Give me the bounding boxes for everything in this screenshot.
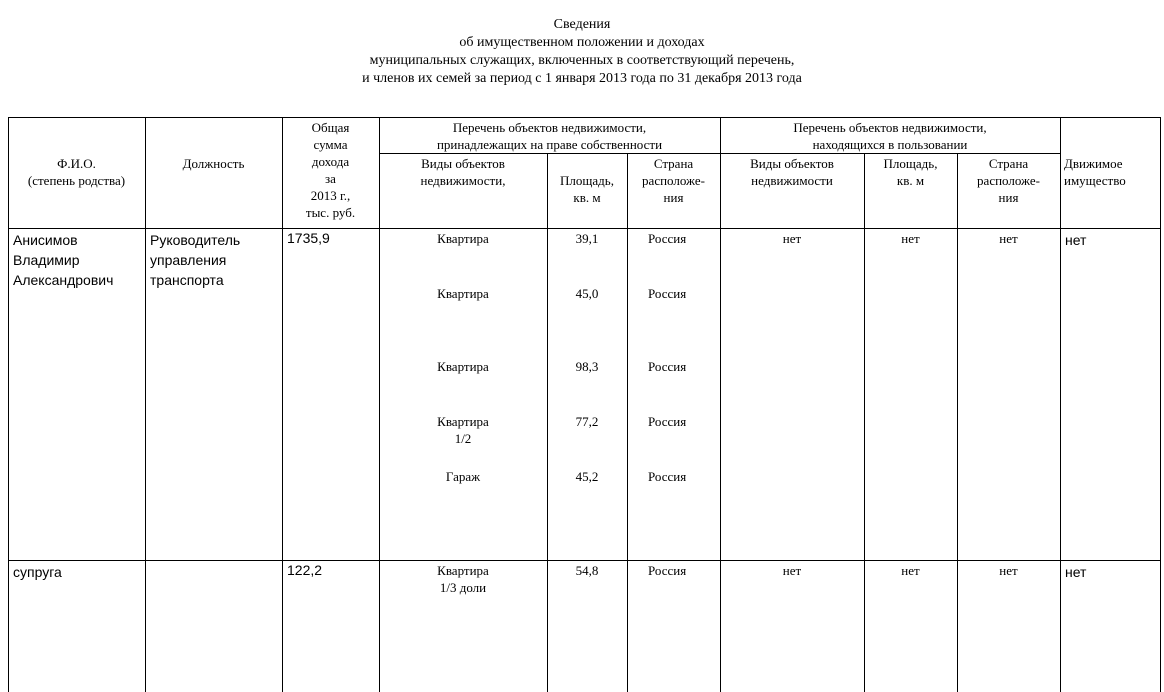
header-used-area	[864, 155, 957, 189]
header-owned-group	[379, 119, 720, 153]
header-property-type	[379, 155, 547, 189]
header-subdivider-used	[720, 153, 1060, 154]
header-used-country	[957, 155, 1060, 206]
header-income-line-2: сумма	[313, 137, 348, 152]
header-income-line-6: тыс. руб.	[305, 205, 356, 220]
person1-property-2-type: Квартира	[437, 286, 489, 301]
header-movable-line-2: имущество	[1064, 173, 1126, 188]
header-property-country	[627, 155, 720, 206]
col-divider-fio	[145, 117, 146, 692]
person1-name-line-3: Александрович	[13, 272, 114, 288]
person1-property-4-type-line-1: Квартира	[437, 414, 489, 429]
person2-used-area: нет	[901, 563, 920, 578]
header-used-type-line-2: недвижимости	[751, 173, 833, 188]
header-owned-line-2: принадлежащих на праве собственности	[436, 137, 663, 152]
col-divider-area	[627, 153, 628, 692]
header-area-line-2: кв. м	[573, 190, 601, 205]
header-country-line-2: расположе-	[642, 173, 705, 188]
header-country-line-3: ния	[663, 190, 684, 205]
header-used-area-line-1: Площадь,	[883, 156, 938, 171]
person1-property-5-area: 45,2	[575, 469, 599, 484]
col-divider-used-group	[1060, 117, 1061, 692]
person1-used-type: нет	[782, 231, 802, 246]
person1-used-country: нет	[999, 231, 1018, 246]
person1-income: 1735,9	[287, 230, 330, 246]
header-property-area	[547, 172, 627, 206]
person2-property-type-line-1: Квартира	[437, 563, 489, 578]
header-movable-line-1: Движимое	[1064, 156, 1123, 171]
header-used-country-line-2: расположе-	[977, 173, 1040, 188]
header-owned-line-1: Перечень объектов недвижимости,	[452, 120, 647, 135]
person1-property-3-country: Россия	[648, 359, 687, 374]
title-line-1: Сведения	[553, 17, 611, 32]
person1-position-line-3: транспорта	[150, 272, 224, 288]
person1-position	[150, 230, 240, 290]
header-used-line-1: Перечень объектов недвижимости,	[793, 120, 987, 135]
person1-property-5-country: Россия	[648, 469, 687, 484]
row-divider	[8, 560, 1161, 561]
header-used-country-line-1: Страна	[988, 156, 1029, 171]
title-line-2: об имущественном положении и доходах	[459, 35, 705, 50]
person2-property-country: Россия	[648, 563, 687, 578]
header-used-country-line-3: ния	[998, 190, 1019, 205]
header-position-line: Должность	[182, 156, 245, 171]
header-subdivider-owned	[379, 153, 720, 154]
header-used-area-line-2: кв. м	[896, 173, 925, 188]
table-border-top	[8, 117, 1161, 118]
person1-property-5-type: Гараж	[445, 469, 481, 484]
header-used-type-line-1: Виды объектов	[750, 156, 834, 171]
header-income	[282, 119, 379, 221]
person2-income: 122,2	[287, 562, 323, 578]
person1-property-4-type	[379, 413, 547, 447]
person1-property-4-area: 77,2	[575, 414, 599, 429]
header-income-line-5: 2013 г.,	[310, 188, 351, 203]
person1-property-2-area: 45,0	[575, 286, 599, 301]
header-type-line-2: недвижимости,	[420, 173, 506, 188]
col-divider-income	[379, 117, 380, 692]
header-type-line-1: Виды объектов	[421, 156, 505, 171]
header-movable	[1064, 155, 1160, 189]
title-line-4: и членов их семей за период с 1 января 2013 года по 31 декабря 2013 года	[362, 71, 802, 86]
person1-property-4-type-line-2: 1/2	[454, 431, 472, 446]
header-income-line-1: Общая	[311, 120, 350, 135]
col-divider-owned-group	[720, 117, 721, 692]
person2-property-type-line-2: 1/3 доли	[439, 580, 487, 595]
person1-used-area: нет	[901, 231, 920, 246]
person2-property-area: 54,8	[575, 563, 599, 578]
person1-name	[13, 230, 113, 290]
table-border-left	[8, 117, 9, 692]
person1-property-4-country: Россия	[648, 414, 687, 429]
person1-movable: нет	[1065, 232, 1087, 248]
person1-name-line-2: Владимир	[13, 252, 80, 268]
header-country-line-1: Страна	[653, 156, 694, 171]
person1-property-1-country: Россия	[648, 231, 687, 246]
person2-used-country: нет	[999, 563, 1018, 578]
header-used-line-2: находящихся в пользовании	[812, 137, 968, 152]
table-border-right	[1160, 117, 1161, 692]
header-area-line-1: Площадь,	[560, 173, 614, 188]
header-used-type	[720, 155, 864, 189]
person1-position-line-2: управления	[150, 252, 227, 268]
header-position	[145, 155, 282, 172]
person2-used-type: нет	[782, 563, 802, 578]
header-fio-line-1: Ф.И.О.	[57, 156, 96, 171]
header-fio	[8, 155, 145, 189]
person1-property-2-country: Россия	[648, 286, 687, 301]
header-income-line-3: дохода	[311, 154, 350, 169]
person2-name: супруга	[13, 564, 62, 580]
header-fio-line-2: (степень родства)	[27, 173, 126, 188]
person1-position-line-1: Руководитель	[150, 232, 241, 248]
person2-property-type	[379, 562, 547, 596]
title-line-3: муниципальных служащих, включенных в соответствующий перечень,	[369, 53, 795, 68]
person1-name-line-1: Анисимов	[13, 232, 78, 248]
document-title	[0, 16, 1164, 88]
person1-property-1-area: 39,1	[575, 231, 599, 246]
header-bottom-line	[8, 228, 1161, 229]
person1-property-3-type: Квартира	[437, 359, 489, 374]
person2-movable: нет	[1065, 564, 1087, 580]
header-used-group	[720, 119, 1060, 153]
person1-property-1-type: Квартира	[437, 231, 489, 246]
header-income-line-4: за	[325, 171, 336, 186]
person1-property-3-area: 98,3	[575, 359, 599, 374]
